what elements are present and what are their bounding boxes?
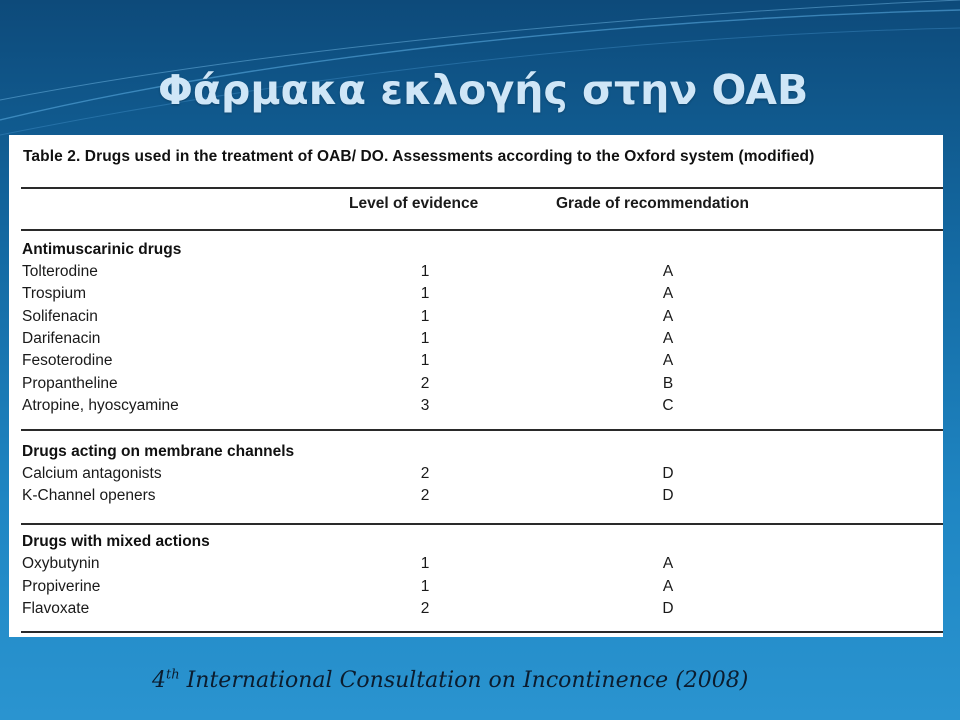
group-title-membrane-channels: Drugs acting on membrane channels (22, 443, 295, 460)
table-row (9, 263, 943, 285)
table-row (9, 397, 943, 419)
drug-level: 1 (420, 308, 430, 325)
slide-title: Φάρμακα εκλογής στην OAB (158, 66, 809, 114)
drug-name: Tolterodine (22, 263, 98, 280)
drug-name: Atropine, hyoscyamine (22, 397, 179, 414)
table-rule-top (21, 187, 943, 189)
drug-level: 1 (420, 285, 430, 302)
drug-level: 1 (420, 263, 430, 280)
table-row (9, 600, 943, 622)
drug-grade: A (662, 330, 674, 347)
drug-grade: A (662, 285, 674, 302)
drug-name: Darifenacin (22, 330, 101, 347)
table-caption: Table 2. Drugs used in the treatment of OAB/ DO. Assessments according to the Oxford system (modified) (23, 148, 815, 165)
drug-level: 1 (420, 555, 430, 572)
drug-name: Propantheline (22, 375, 118, 392)
drug-grade: A (662, 578, 674, 595)
source-citation (152, 668, 748, 693)
drug-grade: D (662, 487, 674, 504)
citation-ordinal: 4 (152, 668, 166, 693)
drug-level: 3 (420, 397, 430, 414)
table-rule-bottom (21, 631, 943, 633)
table-rule-group-1 (21, 429, 943, 431)
drug-level: 1 (420, 352, 430, 369)
drug-table (9, 135, 943, 637)
drug-grade: A (662, 263, 674, 280)
drug-name: Flavoxate (22, 600, 90, 617)
drug-level: 2 (420, 600, 430, 617)
table-row (9, 487, 943, 509)
drug-level: 1 (420, 578, 430, 595)
drug-grade: A (662, 352, 674, 369)
column-header-grade: Grade of recommendation (556, 195, 749, 212)
drug-grade: A (662, 555, 674, 572)
table-rule-header (21, 229, 943, 231)
drug-name: K-Channel openers (22, 487, 156, 504)
drug-name: Oxybutynin (22, 555, 100, 572)
table-rule-group-2 (21, 523, 943, 525)
table-row (9, 555, 943, 577)
drug-level: 2 (420, 487, 430, 504)
drug-level: 2 (420, 375, 430, 392)
drug-grade: D (662, 465, 674, 482)
drug-name: Propiverine (22, 578, 101, 595)
citation-text: International Consultation on Incontinence (2008) (186, 668, 749, 693)
table-row (9, 465, 943, 487)
table-row (9, 375, 943, 397)
drug-grade: B (662, 375, 674, 392)
drug-name: Fesoterodine (22, 352, 113, 369)
drug-name: Calcium antagonists (22, 465, 162, 482)
column-header-level: Level of evidence (349, 195, 479, 212)
drug-level: 1 (420, 330, 430, 347)
table-row (9, 352, 943, 374)
drug-name: Trospium (22, 285, 87, 302)
table-row (9, 308, 943, 330)
drug-grade: C (662, 397, 674, 414)
group-title-mixed-actions: Drugs with mixed actions (22, 533, 210, 550)
table-row (9, 578, 943, 600)
drug-grade: D (662, 600, 674, 617)
group-title-antimuscarinic: Antimuscarinic drugs (22, 241, 182, 258)
citation-ordinal-suffix: th (166, 667, 180, 683)
drug-name: Solifenacin (22, 308, 98, 325)
drug-level: 2 (420, 465, 430, 482)
table-row (9, 285, 943, 307)
drug-grade: A (662, 308, 674, 325)
table-row (9, 330, 943, 352)
